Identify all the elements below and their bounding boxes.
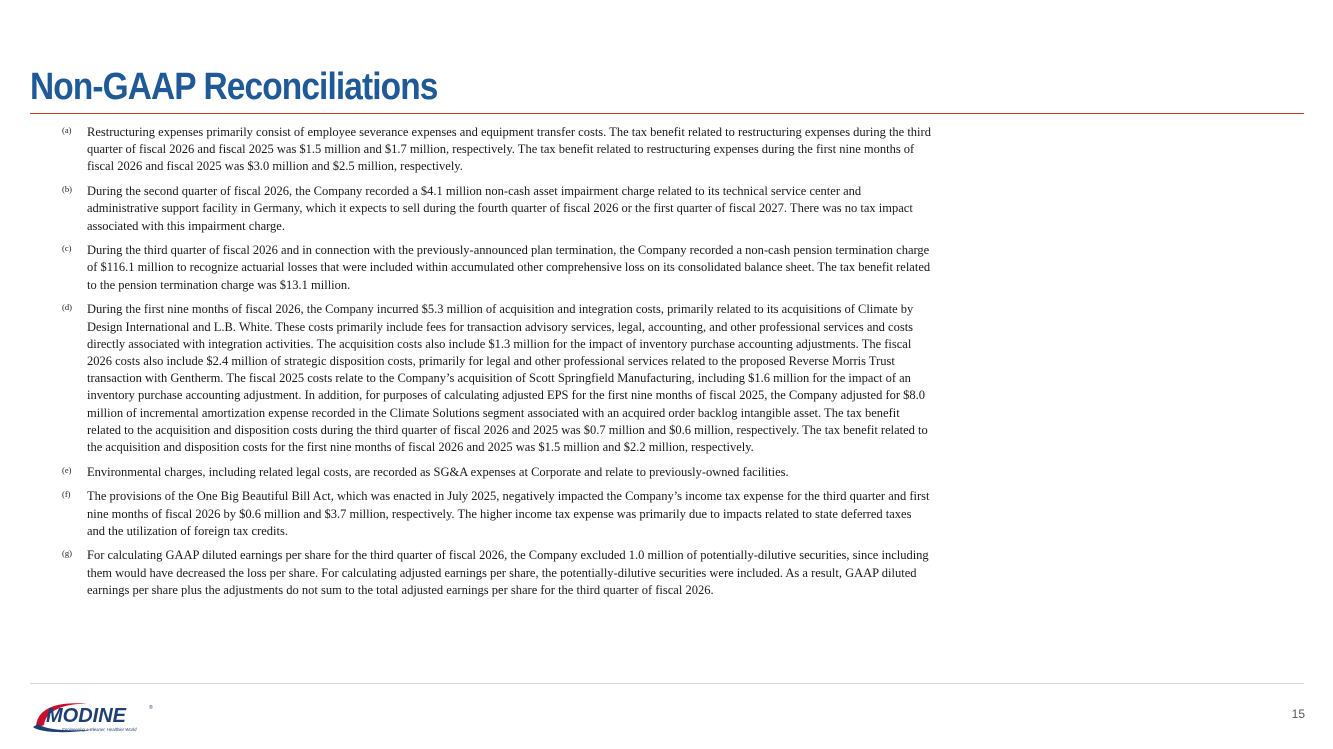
footnote-b <box>62 183 932 235</box>
footnote-key: (e) <box>62 464 72 475</box>
footnote-f <box>62 488 932 540</box>
footnote-key: (c) <box>62 243 72 254</box>
footnote-text: During the third quarter of fiscal 2026 and in connection with the previously-announced plan termination, the Company recorded a non-cash pension termination charge of $116.1 million to recognize actuarial losses that were included within accumulated other comprehensive loss on its consolidated balance sheet. The tax benefit related to the pension termination charge was $13.1 million. <box>87 243 931 292</box>
footnote-key: (g) <box>62 548 72 559</box>
page-title: Non-GAAP Reconciliations <box>30 66 438 108</box>
modine-logo <box>30 697 160 737</box>
logo-wordmark: MODINE <box>46 705 126 727</box>
logo-registered-mark: ® <box>149 705 153 711</box>
footnote-text: During the first nine months of fiscal 2026, the Company incurred $5.3 million of acquisition and integration costs, primarily related to its acquisitions of Climate by Design International and L.B. White. These costs primarily include fees for transaction advisory services, legal, accounting, and other professional services and costs directly associated with integration activities. The acquisition costs also include $1.3 million for the impact of inventory purchase accounting adjustments. The fiscal 2026 costs also include $2.4 million of strategic disposition costs, primarily for legal and other professional services related to the proposed Reverse Morris Trust transaction with Gentherm. The fiscal 2025 costs relate to the Company’s acquisition of Scott Springfield Manufacturing, including $1.6 million for the impact of an inventory purchase accounting adjustment. In addition, for purposes of calculating adjusted EPS for the first nine months of fiscal 2025, the Company adjusted for $8.0 million of incremental amortization expense recorded in the Climate Solutions segment associated with an acquired order backlog intangible asset. The tax benefit related to the acquisition and disposition costs during the third quarter of fiscal 2026 and 2025 was $0.7 million and $0.6 million, respectively. The tax benefit related to the acquisition and disposition costs for the first nine months of fiscal 2026 and 2025 was $1.5 million and $2.2 million, respectively. <box>87 302 928 454</box>
logo-tagline: Engineering a Cleaner, Healthier World <box>62 727 137 732</box>
footnote-text: During the second quarter of fiscal 2026, the Company recorded a $4.1 million non-cash asset impairment charge related to its technical service center and administrative support facility in Germany, which it expects to sell during the fourth quarter of fiscal 2026 or the first quarter of fiscal 2027. There was no tax impact associated with this impairment charge. <box>87 184 913 233</box>
footnote-e <box>62 464 932 481</box>
footnote-d <box>62 301 932 456</box>
footer-divider <box>30 683 1304 684</box>
title-divider <box>30 113 1304 114</box>
footnote-text: The provisions of the One Big Beautiful Bill Act, which was enacted in July 2025, negatively impacted the Company’s income tax expense for the third quarter and first nine months of fiscal 2026 by $0.6 million and $3.7 million, respectively. The higher income tax expense was primarily due to impacts related to state deferred taxes and the utilization of foreign tax credits. <box>87 489 930 538</box>
page-number: 15 <box>1291 707 1305 721</box>
footnote-key: (b) <box>62 184 72 195</box>
footnote-g <box>62 547 932 599</box>
modine-swoosh-logo-icon <box>30 697 160 737</box>
footnote-key: (a) <box>62 125 72 135</box>
footnote-text: Restructuring expenses primarily consist of employee severance expenses and equipment transfer costs. The tax benefit related to restructuring expenses during the third quarter of fiscal 2026 and fiscal 2025 was $1.5 million and $1.7 million, respectively. The tax benefit related to restructuring expenses during the first nine months of fiscal 2026 and fiscal 2025 was $3.0 million and $2.5 million, respectively. <box>87 125 931 174</box>
footnote-c <box>62 242 932 294</box>
footnote-a <box>62 124 932 176</box>
footnote-key: (d) <box>62 302 72 313</box>
footnotes-list <box>62 124 932 607</box>
footnote-text: Environmental charges, including related legal costs, are recorded as SG&A expenses at Corporate and relate to previously-owned facilities. <box>87 464 789 479</box>
footnote-text: For calculating GAAP diluted earnings per share for the third quarter of fiscal 2026, the Company excluded 1.0 million of potentially-dilutive securities, since including them would have decreased the loss per share. For calculating adjusted earnings per share, the potentially-dilutive securities were included. As a result, GAAP diluted earnings per share plus the adjustments do not sum to the total adjusted earnings per share for the third quarter of fiscal 2026. <box>87 548 929 597</box>
footnote-key: (f) <box>62 489 71 500</box>
